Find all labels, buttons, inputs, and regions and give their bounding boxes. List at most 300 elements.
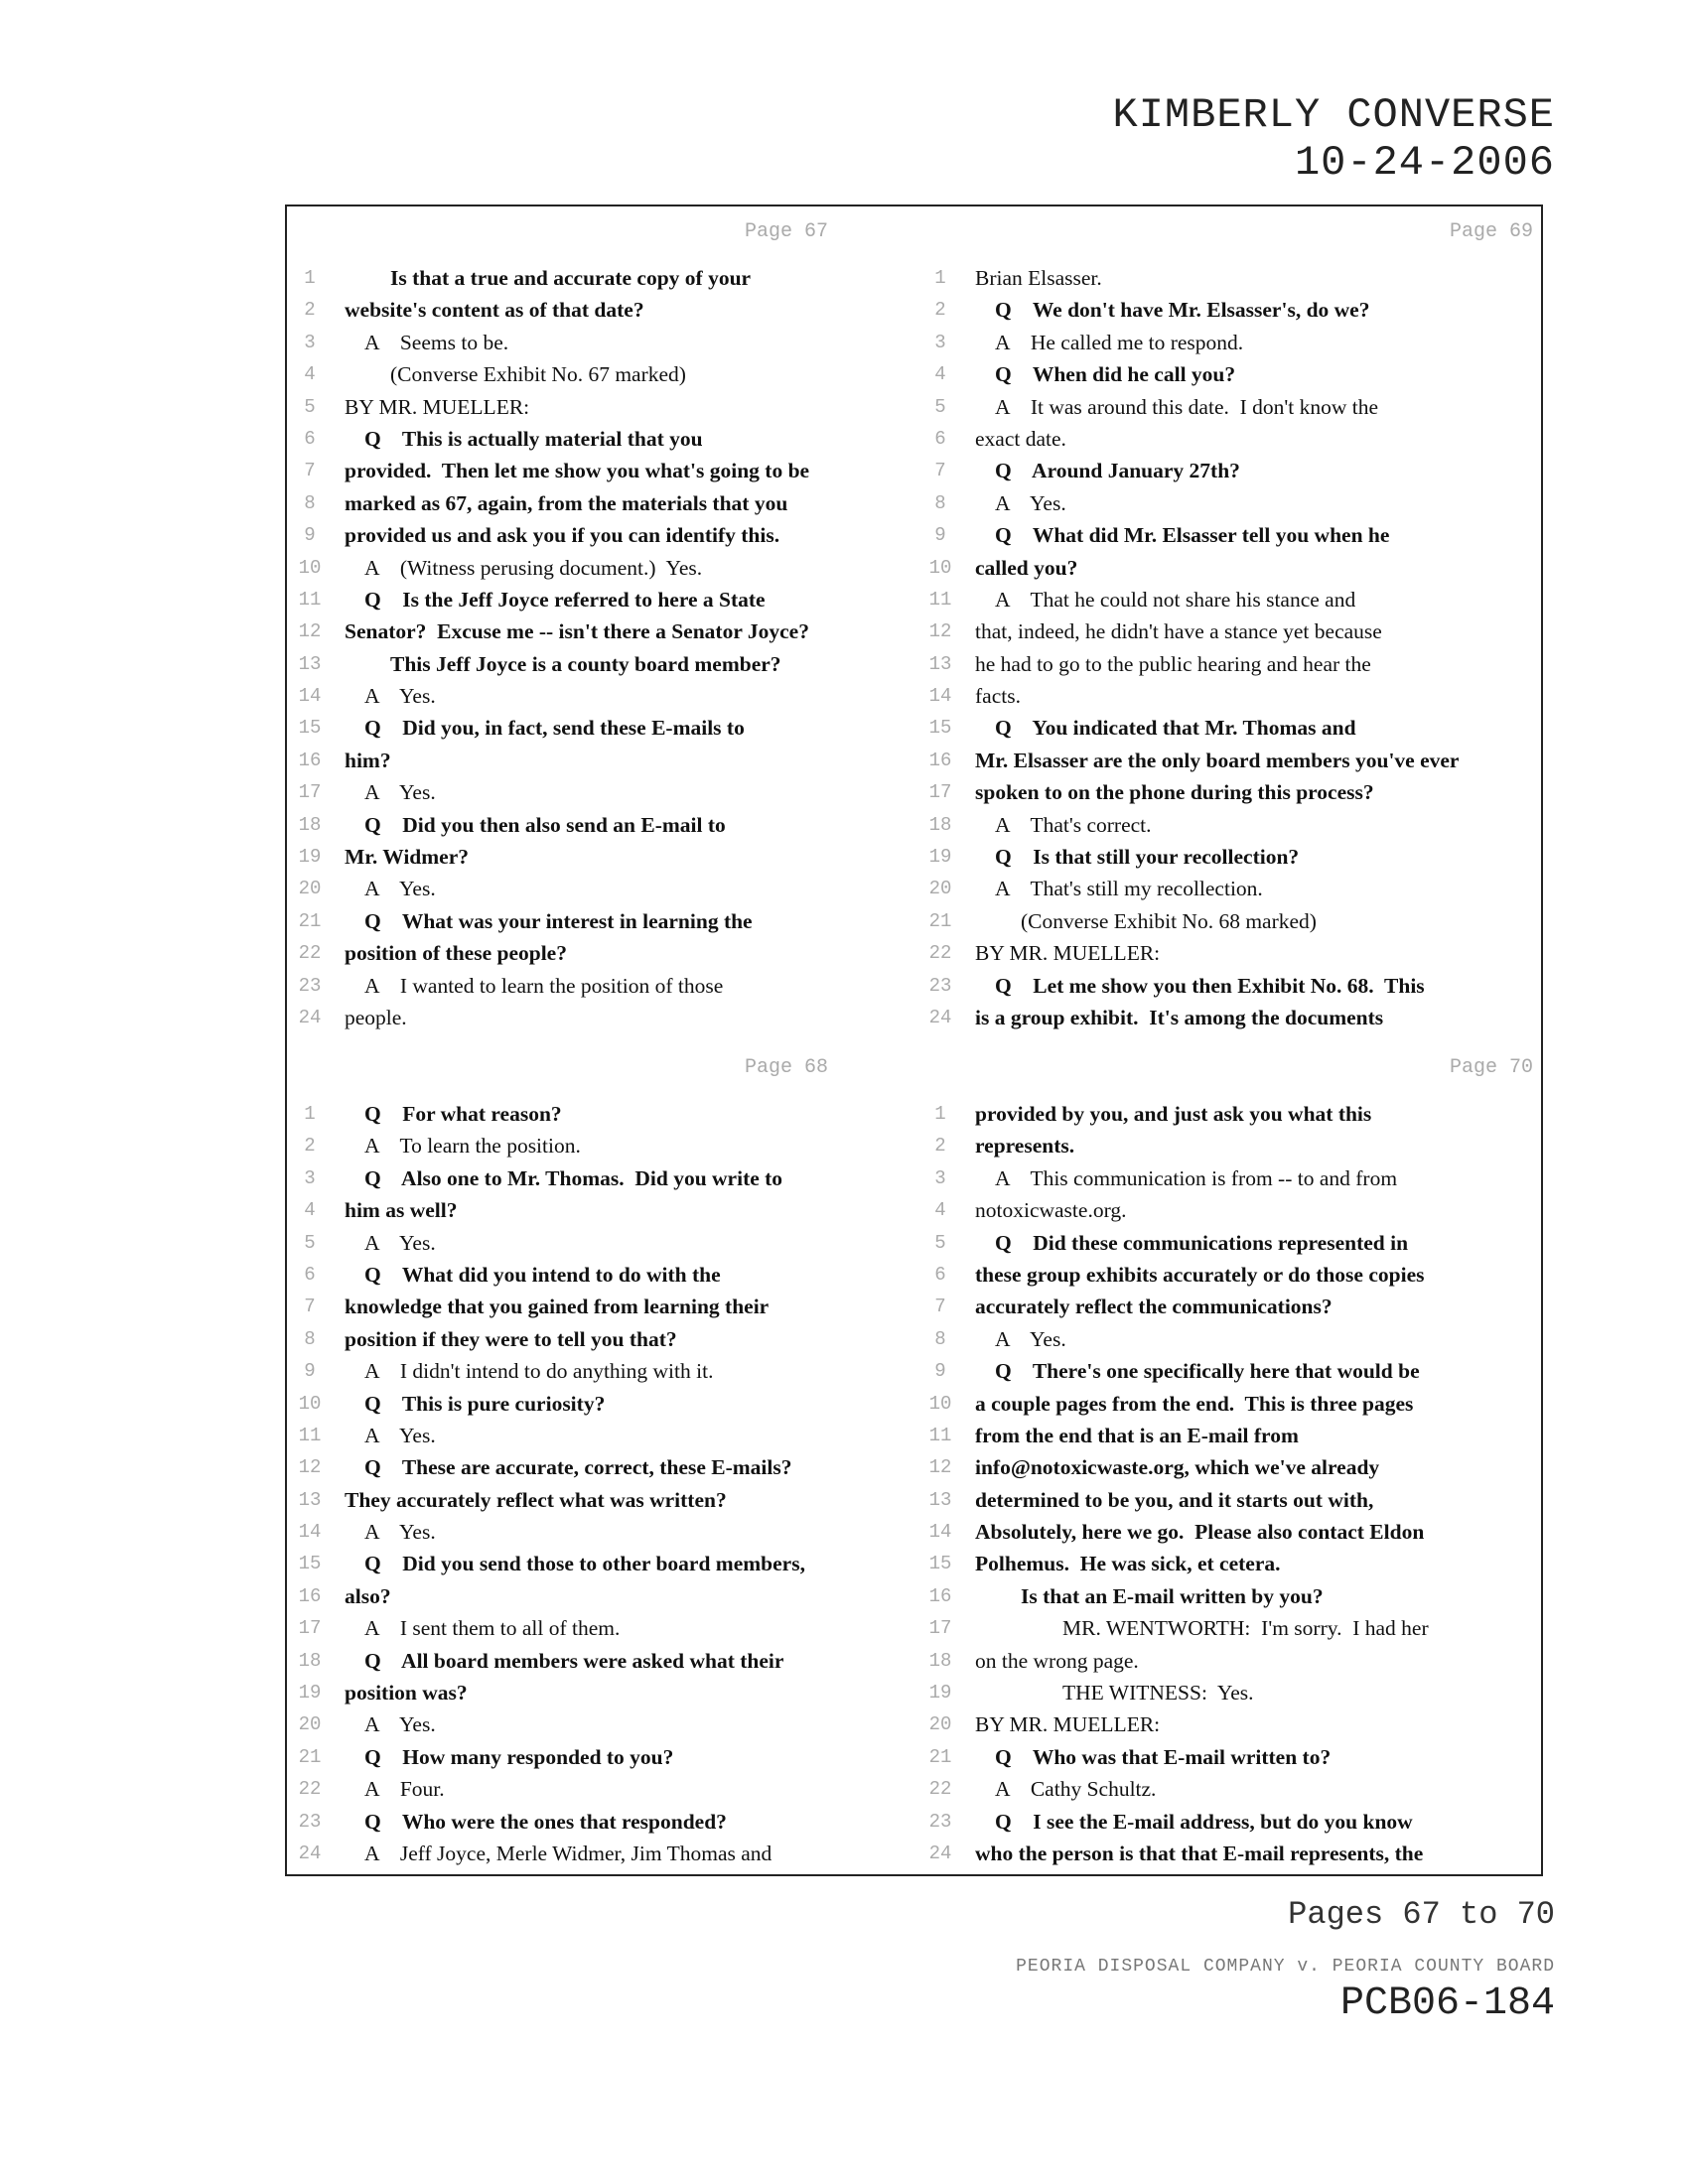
line-text: Q Is that still your recollection?	[995, 845, 1300, 870]
line-text: (Converse Exhibit No. 67 marked)	[390, 362, 686, 387]
line-text: A Yes.	[995, 490, 1066, 515]
line-number: 13	[298, 1488, 322, 1511]
transcript-line	[922, 745, 1538, 776]
line-number: 7	[304, 460, 316, 482]
line-text: Q All board members were asked what their	[364, 1648, 784, 1673]
line-text: A Cathy Schultz.	[995, 1777, 1157, 1802]
transcript-line	[292, 970, 908, 1002]
transcript-line	[922, 1548, 1538, 1579]
transcript-line	[292, 584, 908, 615]
transcript-line	[922, 1291, 1538, 1322]
line-number: 19	[928, 846, 952, 869]
line-text: website's content as of that date?	[345, 298, 644, 323]
line-number: 17	[298, 781, 322, 804]
line-number: 19	[298, 1682, 322, 1705]
line-text: determined to be you, and it starts out with,	[975, 1487, 1374, 1512]
line-number: 10	[928, 556, 952, 579]
transcript-line	[292, 552, 908, 584]
transcript-line	[922, 1612, 1538, 1644]
transcript-line	[292, 776, 908, 808]
line-number: 18	[298, 813, 322, 836]
line-text: MR. WENTWORTH: I'm sorry. I had her	[1062, 1616, 1429, 1641]
line-number: 17	[928, 1617, 952, 1640]
line-text: Mr. Widmer?	[345, 845, 470, 870]
line-text: also?	[345, 1583, 391, 1608]
line-text: he had to go to the public hearing and hear the	[975, 651, 1371, 676]
transcript-line	[292, 1612, 908, 1644]
line-number: 4	[304, 363, 316, 386]
transcript-line	[292, 1580, 908, 1612]
line-text: accurately reflect the communications?	[975, 1295, 1333, 1319]
line-text: Q For what reason?	[364, 1102, 562, 1126]
transcript-line	[292, 1484, 908, 1516]
line-text: provided us and ask you if you can identify this.	[345, 523, 780, 548]
line-text: Q These are accurate, correct, these E-mails?	[364, 1455, 792, 1480]
line-number: 5	[934, 1231, 946, 1254]
line-number: 22	[928, 942, 952, 965]
line-number: 13	[928, 652, 952, 675]
case-number: PCB06-184	[1339, 1981, 1555, 2026]
line-text: A I didn't intend to do anything with it.	[364, 1359, 714, 1384]
page-number-label: Page 67	[744, 220, 828, 243]
line-number: 20	[928, 1713, 952, 1736]
transcript-line	[922, 1355, 1538, 1387]
transcript-line	[292, 1323, 908, 1355]
transcript-line	[922, 1162, 1538, 1194]
line-text: Q Also one to Mr. Thomas. Did you write to	[364, 1165, 783, 1190]
transcript-line	[292, 294, 908, 326]
line-text: They accurately reflect what was written?	[345, 1487, 727, 1512]
line-number: 21	[298, 909, 322, 932]
line-number: 14	[928, 685, 952, 708]
transcript-line	[922, 1098, 1538, 1130]
transcript-line	[292, 1838, 908, 1869]
line-text: A To learn the position.	[364, 1134, 581, 1159]
line-text: A Yes.	[995, 1326, 1066, 1351]
line-number: 22	[298, 1778, 322, 1801]
transcript-line	[922, 1677, 1538, 1708]
transcript-line	[292, 648, 908, 680]
line-number: 20	[298, 1713, 322, 1736]
transcript-line	[922, 1741, 1538, 1773]
transcript-line	[922, 584, 1538, 615]
line-number: 18	[928, 1649, 952, 1672]
line-text: A Yes.	[364, 684, 436, 709]
line-text: THE WITNESS: Yes.	[1062, 1681, 1254, 1706]
line-number: 22	[928, 1778, 952, 1801]
line-number: 8	[304, 491, 316, 514]
deposition-date: 10-24-2006	[1294, 139, 1555, 187]
transcript-line	[922, 423, 1538, 455]
line-number: 8	[304, 1327, 316, 1350]
line-text: Q Did you, in fact, send these E-mails to	[364, 716, 745, 741]
line-text: from the end that is an E-mail from	[975, 1423, 1299, 1447]
line-text: notoxicwaste.org.	[975, 1198, 1127, 1223]
line-text: Q When did he call you?	[995, 362, 1236, 387]
line-text: Q There's one specifically here that would be	[995, 1359, 1420, 1384]
line-number: 10	[298, 1392, 322, 1415]
transcript-line	[922, 809, 1538, 841]
transcript-line	[292, 1741, 908, 1773]
line-text: knowledge that you gained from learning their	[345, 1295, 770, 1319]
line-text: Is that a true and accurate copy of your	[390, 266, 752, 290]
transcript-line	[922, 1130, 1538, 1161]
line-text: BY MR. MUELLER:	[975, 941, 1161, 966]
transcript-line	[292, 1708, 908, 1740]
line-text: people.	[345, 1005, 407, 1029]
transcript-line	[292, 358, 908, 390]
line-number: 7	[304, 1296, 316, 1318]
transcript-line	[922, 1580, 1538, 1612]
transcript-line	[292, 423, 908, 455]
transcript-line	[922, 1420, 1538, 1451]
transcript-line	[922, 680, 1538, 712]
line-number: 7	[934, 460, 946, 482]
line-number: 15	[928, 717, 952, 740]
transcript-line	[292, 712, 908, 744]
transcript-line	[922, 873, 1538, 904]
line-number: 24	[298, 1006, 322, 1028]
line-text: A Yes.	[364, 1712, 436, 1737]
line-number: 16	[298, 749, 322, 771]
line-number: 1	[934, 1103, 946, 1125]
transcript-line	[922, 294, 1538, 326]
line-text: A Jeff Joyce, Merle Widmer, Jim Thomas and	[364, 1841, 772, 1865]
line-number: 7	[934, 1296, 946, 1318]
transcript-sheet	[285, 205, 1543, 1876]
line-text: him?	[345, 748, 391, 772]
transcript-line	[922, 1002, 1538, 1033]
line-number: 2	[304, 299, 316, 322]
line-number: 3	[934, 331, 946, 353]
line-text: A I sent them to all of them.	[364, 1616, 621, 1641]
transcript-line	[292, 1194, 908, 1226]
transcript-line	[292, 519, 908, 551]
line-number: 14	[928, 1521, 952, 1544]
transcript-lines	[292, 262, 908, 1033]
line-text: provided by you, and just ask you what this	[975, 1102, 1372, 1126]
line-number: 16	[928, 1584, 952, 1607]
line-number: 20	[928, 878, 952, 900]
line-text: BY MR. MUELLER:	[975, 1712, 1161, 1737]
line-text: represents.	[975, 1134, 1075, 1159]
line-number: 19	[298, 846, 322, 869]
page-quadrant-bottom-left	[292, 1042, 908, 1869]
line-number: 21	[928, 909, 952, 932]
line-text: Absolutely, here we go. Please also contact Eldon	[975, 1520, 1425, 1545]
line-text: Q We don't have Mr. Elsasser's, do we?	[995, 298, 1370, 323]
line-number: 4	[934, 1199, 946, 1222]
transcript-header	[1113, 91, 1555, 187]
line-number: 14	[298, 685, 322, 708]
line-number: 16	[928, 749, 952, 771]
line-text: A That he could not share his stance and	[995, 587, 1356, 612]
transcript-line	[922, 615, 1538, 647]
transcript-line	[292, 1451, 908, 1483]
transcript-line	[292, 1227, 908, 1259]
line-text: facts.	[975, 684, 1021, 709]
transcript-line	[922, 262, 1538, 294]
line-text: Brian Elsasser.	[975, 266, 1102, 290]
page-quadrant-top-right	[922, 206, 1538, 1033]
transcript-line	[292, 487, 908, 519]
line-text: Q Who was that E-mail written to?	[995, 1744, 1332, 1769]
line-text: spoken to on the phone during this process?	[975, 780, 1374, 805]
line-text: Q What did Mr. Elsasser tell you when he	[995, 523, 1390, 548]
page-number-label: Page 70	[1449, 1056, 1533, 1079]
line-text: marked as 67, again, from the materials that you	[345, 490, 788, 515]
line-number: 24	[928, 1006, 952, 1028]
line-number: 21	[298, 1745, 322, 1768]
line-text: Q You indicated that Mr. Thomas and	[995, 716, 1356, 741]
transcript-lines	[922, 262, 1538, 1033]
transcript-line	[922, 552, 1538, 584]
line-text: A It was around this date. I don't know the	[995, 394, 1379, 419]
line-text: A I wanted to learn the position of those	[364, 973, 724, 998]
line-number: 8	[934, 491, 946, 514]
line-number: 9	[934, 524, 946, 547]
transcript-line	[292, 1645, 908, 1677]
line-number: 23	[298, 1810, 322, 1833]
line-text: Q Let me show you then Exhibit No. 68. This	[995, 973, 1425, 998]
transcript-line	[292, 262, 908, 294]
line-text: Is that an E-mail written by you?	[1021, 1583, 1324, 1608]
transcript-line	[292, 327, 908, 358]
line-text: Q Around January 27th?	[995, 459, 1240, 483]
line-text: A Yes.	[364, 1230, 436, 1255]
line-number: 6	[934, 427, 946, 450]
line-text: This Jeff Joyce is a county board member?	[390, 651, 781, 676]
line-number: 12	[928, 620, 952, 643]
line-number: 2	[934, 1135, 946, 1158]
line-text: A Four.	[364, 1777, 445, 1802]
page-quadrant-bottom-right	[922, 1042, 1538, 1869]
line-number: 18	[928, 813, 952, 836]
line-text: A Seems to be.	[364, 330, 509, 354]
line-number: 3	[934, 1166, 946, 1189]
line-text: position if they were to tell you that?	[345, 1326, 677, 1351]
page-number-label: Page 69	[1449, 220, 1533, 243]
line-number: 16	[298, 1584, 322, 1607]
line-number: 18	[298, 1649, 322, 1672]
line-number: 9	[304, 524, 316, 547]
line-number: 21	[928, 1745, 952, 1768]
transcript-line	[292, 841, 908, 873]
transcript-line	[292, 1388, 908, 1420]
line-number: 9	[934, 1360, 946, 1383]
line-text: position was?	[345, 1681, 468, 1706]
transcript-lines	[292, 1098, 908, 1869]
line-text: info@notoxicwaste.org, which we've already	[975, 1455, 1380, 1480]
line-text: that, indeed, he didn't have a stance yet because	[975, 619, 1382, 644]
transcript-line	[292, 1259, 908, 1291]
transcript-line	[922, 1323, 1538, 1355]
transcript-line	[922, 1773, 1538, 1805]
line-number: 17	[928, 781, 952, 804]
line-number: 2	[304, 1135, 316, 1158]
transcript-line	[292, 937, 908, 969]
transcript-line	[922, 1451, 1538, 1483]
line-number: 17	[298, 1617, 322, 1640]
transcript-line	[292, 1355, 908, 1387]
line-number: 11	[928, 1424, 952, 1446]
line-number: 14	[298, 1521, 322, 1544]
line-number: 6	[304, 1263, 316, 1286]
transcript-line	[922, 1838, 1538, 1869]
line-text: A (Witness perusing document.) Yes.	[364, 555, 703, 580]
line-number: 11	[298, 1424, 322, 1446]
line-number: 23	[298, 974, 322, 997]
line-text: is a group exhibit. It's among the documents	[975, 1005, 1384, 1029]
transcript-line	[922, 391, 1538, 423]
line-number: 3	[304, 331, 316, 353]
transcript-line	[292, 1002, 908, 1033]
line-number: 6	[934, 1263, 946, 1286]
line-text: A He called me to respond.	[995, 330, 1244, 354]
line-text: A Yes.	[364, 780, 436, 805]
line-text: Q Did these communications represented in	[995, 1230, 1409, 1255]
line-text: A Yes.	[364, 1423, 436, 1447]
line-text: him as well?	[345, 1198, 458, 1223]
transcript-line	[922, 519, 1538, 551]
transcript-line	[922, 937, 1538, 969]
case-caption: PEORIA DISPOSAL COMPANY v. PEORIA COUNTY BOARD	[1016, 1957, 1555, 1977]
transcript-lines	[922, 1098, 1538, 1869]
transcript-line	[922, 905, 1538, 937]
line-text: called you?	[975, 555, 1078, 580]
line-text: who the person is that that E-mail represents, the	[975, 1841, 1424, 1865]
transcript-line	[922, 358, 1538, 390]
line-number: 12	[298, 620, 322, 643]
line-number: 4	[304, 1199, 316, 1222]
line-number: 24	[928, 1842, 952, 1864]
transcript-line	[922, 712, 1538, 744]
line-number: 23	[928, 974, 952, 997]
line-text: on the wrong page.	[975, 1648, 1139, 1673]
line-text: position of these people?	[345, 941, 567, 966]
line-text: a couple pages from the end. This is three pages	[975, 1391, 1414, 1416]
line-number: 15	[298, 717, 322, 740]
line-text: Senator? Excuse me -- isn't there a Senator Joyce?	[345, 619, 809, 644]
transcript-line	[922, 1484, 1538, 1516]
line-text: Q This is actually material that you	[364, 426, 703, 451]
transcript-line	[292, 1516, 908, 1548]
transcript-line	[292, 1548, 908, 1579]
line-text: Q What was your interest in learning the	[364, 908, 753, 933]
line-text: BY MR. MUELLER:	[345, 394, 530, 419]
line-number: 1	[304, 267, 316, 289]
transcript-line	[292, 1773, 908, 1805]
line-number: 13	[298, 652, 322, 675]
line-text: these group exhibits accurately or do those copies	[975, 1262, 1425, 1287]
line-number: 20	[298, 878, 322, 900]
transcript-line	[292, 1130, 908, 1161]
transcript-line	[292, 680, 908, 712]
transcript-line	[292, 1677, 908, 1708]
line-text: provided. Then let me show you what's going to be	[345, 459, 810, 483]
line-number: 10	[298, 556, 322, 579]
transcript-line	[922, 1194, 1538, 1226]
line-number: 5	[934, 395, 946, 418]
line-number: 12	[298, 1456, 322, 1479]
transcript-line	[292, 615, 908, 647]
line-number: 19	[928, 1682, 952, 1705]
transcript-line	[292, 1098, 908, 1130]
transcript-line	[922, 776, 1538, 808]
transcript-line	[292, 1162, 908, 1194]
page-range: Pages 67 to 70	[1288, 1896, 1555, 1933]
line-text: Q Did you then also send an E-mail to	[364, 812, 726, 837]
transcript-line	[292, 1806, 908, 1838]
transcript-line	[922, 1227, 1538, 1259]
line-text: Q How many responded to you?	[364, 1744, 674, 1769]
line-number: 10	[928, 1392, 952, 1415]
line-text: Q This is pure curiosity?	[364, 1391, 606, 1416]
line-text: A Yes.	[364, 1520, 436, 1545]
line-number: 5	[304, 395, 316, 418]
line-text: A That's still my recollection.	[995, 877, 1263, 901]
line-number: 23	[928, 1810, 952, 1833]
transcript-line	[922, 1708, 1538, 1740]
transcript-line	[922, 648, 1538, 680]
line-number: 2	[934, 299, 946, 322]
transcript-line	[922, 1806, 1538, 1838]
line-text: Q Is the Jeff Joyce referred to here a State	[364, 587, 766, 612]
line-text: Polhemus. He was sick, et cetera.	[975, 1552, 1281, 1576]
line-text: Q What did you intend to do with the	[364, 1262, 721, 1287]
line-number: 8	[934, 1327, 946, 1350]
line-number: 22	[298, 942, 322, 965]
line-number: 12	[928, 1456, 952, 1479]
transcript-line	[292, 905, 908, 937]
line-text: Mr. Elsasser are the only board members you've ever	[975, 748, 1460, 772]
line-number: 1	[934, 267, 946, 289]
line-number: 6	[304, 427, 316, 450]
transcript-line	[292, 1291, 908, 1322]
line-text: exact date.	[975, 426, 1066, 451]
witness-name: KIMBERLY CONVERSE	[1112, 91, 1555, 139]
transcript-line	[292, 745, 908, 776]
line-number: 11	[298, 588, 322, 611]
line-number: 15	[928, 1553, 952, 1575]
transcript-line	[292, 873, 908, 904]
transcript-line	[292, 1420, 908, 1451]
line-number: 4	[934, 363, 946, 386]
line-text: (Converse Exhibit No. 68 marked)	[1021, 908, 1317, 933]
transcript-line	[922, 1388, 1538, 1420]
line-number: 1	[304, 1103, 316, 1125]
page-number-label: Page 68	[744, 1056, 828, 1079]
transcript-line	[292, 391, 908, 423]
line-text: Q I see the E-mail address, but do you know	[995, 1809, 1413, 1834]
line-number: 11	[928, 588, 952, 611]
transcript-line	[922, 487, 1538, 519]
line-text: A That's correct.	[995, 812, 1152, 837]
line-text: A Yes.	[364, 877, 436, 901]
line-number: 9	[304, 1360, 316, 1383]
transcript-line	[922, 1259, 1538, 1291]
line-number: 13	[928, 1488, 952, 1511]
transcript-line	[292, 809, 908, 841]
transcript-line	[922, 1516, 1538, 1548]
transcript-line	[922, 455, 1538, 486]
transcript-line	[922, 841, 1538, 873]
line-number: 15	[298, 1553, 322, 1575]
page-quadrant-top-left	[292, 206, 908, 1033]
line-number: 24	[298, 1842, 322, 1864]
line-number: 3	[304, 1166, 316, 1189]
line-text: Q Did you send those to other board members,	[364, 1552, 805, 1576]
